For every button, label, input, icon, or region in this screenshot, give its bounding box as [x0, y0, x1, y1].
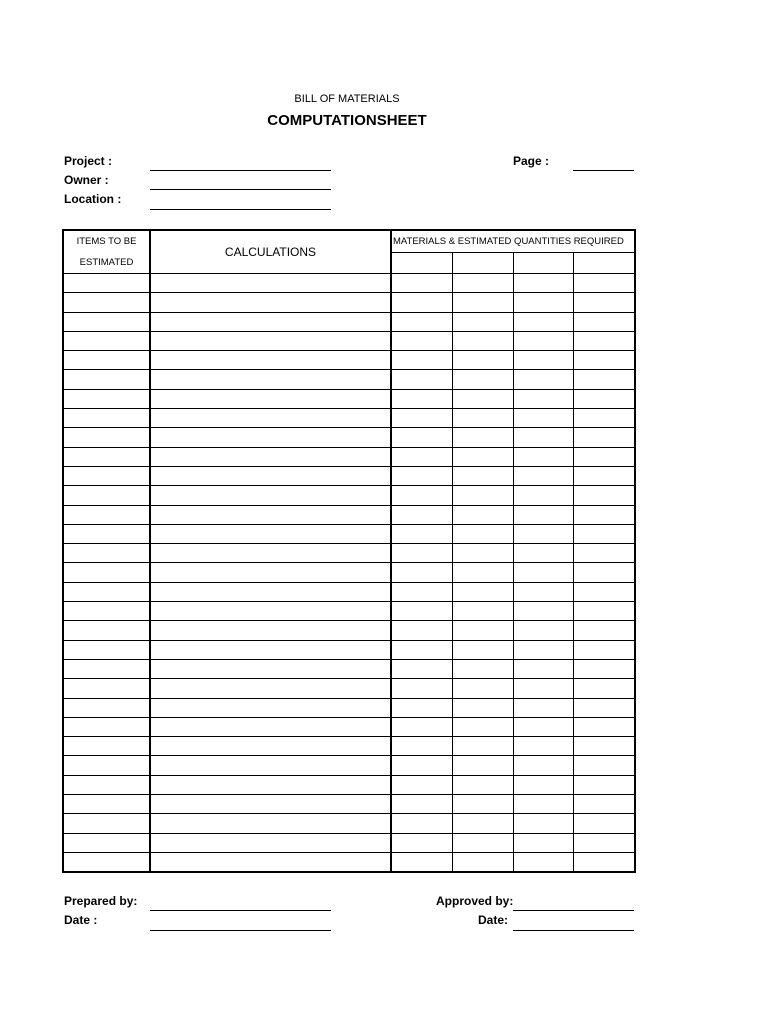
table-row	[63, 486, 635, 505]
table-cell[interactable]	[63, 679, 150, 698]
table-cell[interactable]	[391, 466, 452, 485]
table-cell[interactable]	[573, 737, 635, 756]
table-row	[63, 640, 635, 659]
table-cell[interactable]	[573, 409, 635, 428]
table-row	[63, 795, 635, 814]
table-cell[interactable]	[150, 640, 391, 659]
table-cell[interactable]	[391, 293, 452, 312]
table-cell[interactable]	[391, 621, 452, 640]
table-cell[interactable]	[513, 621, 573, 640]
table-cell[interactable]	[573, 775, 635, 794]
table-cell[interactable]	[573, 370, 635, 389]
date-right-field[interactable]	[513, 930, 634, 931]
table-cell[interactable]	[573, 293, 635, 312]
table-row	[63, 717, 635, 736]
table-cell[interactable]	[452, 621, 513, 640]
table-cell[interactable]	[63, 756, 150, 775]
table-cell[interactable]	[150, 679, 391, 698]
table-row	[63, 293, 635, 312]
table-cell[interactable]	[150, 659, 391, 678]
table-cell[interactable]	[513, 717, 573, 736]
table-cell[interactable]	[150, 852, 391, 872]
date-left-label: Date :	[64, 913, 98, 927]
table-cell[interactable]	[513, 640, 573, 659]
table-cell[interactable]	[452, 582, 513, 601]
table-cell[interactable]	[63, 737, 150, 756]
table-cell[interactable]	[573, 331, 635, 350]
table-cell[interactable]	[391, 795, 452, 814]
table-cell[interactable]	[452, 351, 513, 370]
table-cell[interactable]	[573, 833, 635, 852]
table-cell[interactable]	[513, 274, 573, 293]
table-row	[63, 679, 635, 698]
table-cell[interactable]	[150, 351, 391, 370]
table-cell[interactable]	[513, 582, 573, 601]
table-cell[interactable]	[513, 409, 573, 428]
table-cell[interactable]	[452, 833, 513, 852]
table-cell[interactable]	[150, 717, 391, 736]
table-cell[interactable]	[150, 466, 391, 485]
table-cell[interactable]	[452, 370, 513, 389]
table-cell[interactable]	[391, 409, 452, 428]
table-cell[interactable]	[513, 524, 573, 543]
table-cell[interactable]	[391, 640, 452, 659]
table-row	[63, 524, 635, 543]
table-cell[interactable]	[452, 331, 513, 350]
table-row	[63, 389, 635, 408]
table-cell[interactable]	[513, 370, 573, 389]
table-cell[interactable]	[150, 544, 391, 563]
table-cell[interactable]	[452, 274, 513, 293]
header-items-to-be-estimated	[63, 230, 150, 274]
table-cell[interactable]	[150, 428, 391, 447]
table-cell[interactable]	[573, 447, 635, 466]
table-cell[interactable]	[452, 852, 513, 872]
table-cell[interactable]	[391, 679, 452, 698]
table-cell[interactable]	[573, 486, 635, 505]
owner-label: Owner :	[64, 173, 109, 187]
table-cell[interactable]	[513, 389, 573, 408]
table-cell[interactable]	[63, 409, 150, 428]
table-cell[interactable]	[452, 640, 513, 659]
table-cell[interactable]	[150, 795, 391, 814]
table-cell[interactable]	[573, 756, 635, 775]
table-cell[interactable]	[150, 698, 391, 717]
table-cell[interactable]	[452, 737, 513, 756]
table-cell[interactable]	[452, 293, 513, 312]
table-cell[interactable]	[452, 486, 513, 505]
table-row	[63, 775, 635, 794]
table-cell[interactable]	[513, 312, 573, 331]
table-cell[interactable]	[63, 524, 150, 543]
table-cell[interactable]	[63, 428, 150, 447]
computation-table	[62, 229, 636, 873]
table-cell[interactable]	[391, 756, 452, 775]
table-cell[interactable]	[573, 852, 635, 872]
table-cell[interactable]	[391, 312, 452, 331]
table-cell[interactable]	[573, 679, 635, 698]
table-cell[interactable]	[452, 428, 513, 447]
table-cell[interactable]	[150, 409, 391, 428]
table-cell[interactable]	[150, 389, 391, 408]
table-cell[interactable]	[513, 659, 573, 678]
prepared-by-label: Prepared by:	[64, 894, 138, 908]
header-items-line1: ITEMS TO BE	[76, 236, 137, 247]
table-cell[interactable]	[573, 428, 635, 447]
table-cell[interactable]	[391, 717, 452, 736]
table-cell[interactable]	[452, 602, 513, 621]
table-row	[63, 312, 635, 331]
table-cell[interactable]	[391, 698, 452, 717]
table-row	[63, 331, 635, 350]
table-cell[interactable]	[150, 293, 391, 312]
table-row	[63, 466, 635, 485]
table-cell[interactable]	[391, 486, 452, 505]
table-cell[interactable]	[452, 679, 513, 698]
table-cell[interactable]	[573, 466, 635, 485]
material-col-3[interactable]	[513, 253, 573, 274]
table-row	[63, 659, 635, 678]
table-cell[interactable]	[150, 833, 391, 852]
table-cell[interactable]	[63, 274, 150, 293]
table-cell[interactable]	[452, 409, 513, 428]
table-row	[63, 274, 635, 293]
table-header-row	[63, 230, 635, 253]
table-cell[interactable]	[573, 659, 635, 678]
approved-by-field[interactable]	[513, 910, 634, 911]
table-cell[interactable]	[452, 389, 513, 408]
table-cell[interactable]	[513, 775, 573, 794]
table-cell[interactable]	[63, 582, 150, 601]
table-cell[interactable]	[63, 351, 150, 370]
table-cell[interactable]	[452, 698, 513, 717]
table-cell[interactable]	[452, 505, 513, 524]
table-cell[interactable]	[452, 659, 513, 678]
table-row	[63, 602, 635, 621]
table-cell[interactable]	[63, 293, 150, 312]
table-cell[interactable]	[63, 795, 150, 814]
table-cell[interactable]	[63, 659, 150, 678]
table-cell[interactable]	[513, 505, 573, 524]
table-cell[interactable]	[391, 351, 452, 370]
table-cell[interactable]	[150, 814, 391, 833]
table-cell[interactable]	[391, 563, 452, 582]
table-cell[interactable]	[391, 331, 452, 350]
table-cell[interactable]	[513, 852, 573, 872]
header-materials-label: MATERIALS & ESTIMATED QUANTITIES REQUIRED	[393, 236, 624, 247]
table-row	[63, 447, 635, 466]
table-cell[interactable]	[513, 833, 573, 852]
table-cell[interactable]	[573, 544, 635, 563]
table-cell[interactable]	[573, 351, 635, 370]
table-cell[interactable]	[391, 775, 452, 794]
table-cell[interactable]	[150, 505, 391, 524]
table-cell[interactable]	[63, 814, 150, 833]
table-cell[interactable]	[573, 274, 635, 293]
location-label: Location :	[64, 192, 122, 206]
table-cell[interactable]	[573, 602, 635, 621]
table-cell[interactable]	[452, 814, 513, 833]
table-cell[interactable]	[150, 582, 391, 601]
table-row	[63, 852, 635, 872]
table-cell[interactable]	[573, 524, 635, 543]
table-cell[interactable]	[513, 563, 573, 582]
page-label: Page :	[513, 154, 550, 168]
table-cell[interactable]	[513, 351, 573, 370]
table-cell[interactable]	[513, 737, 573, 756]
table-row	[63, 505, 635, 524]
table-cell[interactable]	[63, 698, 150, 717]
table-cell[interactable]	[513, 814, 573, 833]
table-cell[interactable]	[573, 505, 635, 524]
table-cell[interactable]	[573, 717, 635, 736]
table-cell[interactable]	[63, 370, 150, 389]
table-cell[interactable]	[391, 852, 452, 872]
table-cell[interactable]	[452, 447, 513, 466]
table-row	[63, 814, 635, 833]
table-cell[interactable]	[513, 293, 573, 312]
table-cell[interactable]	[573, 814, 635, 833]
table-row	[63, 737, 635, 756]
table-cell[interactable]	[513, 428, 573, 447]
material-col-1[interactable]	[391, 253, 452, 274]
table-cell[interactable]	[391, 524, 452, 543]
location-field[interactable]	[150, 209, 331, 210]
date-right-label: Date:	[478, 913, 509, 927]
table-cell[interactable]	[513, 447, 573, 466]
table-cell[interactable]	[573, 582, 635, 601]
table-cell[interactable]	[63, 389, 150, 408]
table-cell[interactable]	[391, 833, 452, 852]
table-row	[63, 370, 635, 389]
project-field[interactable]	[150, 170, 331, 171]
table-cell[interactable]	[513, 795, 573, 814]
table-cell[interactable]	[573, 621, 635, 640]
table-cell[interactable]	[513, 756, 573, 775]
table-cell[interactable]	[513, 466, 573, 485]
header-materials	[391, 230, 635, 253]
table-row	[63, 563, 635, 582]
table-cell[interactable]	[150, 737, 391, 756]
table-cell[interactable]	[63, 466, 150, 485]
table-cell[interactable]	[573, 640, 635, 659]
table-cell[interactable]	[150, 756, 391, 775]
table-cell[interactable]	[391, 370, 452, 389]
table-cell[interactable]	[150, 312, 391, 331]
prepared-by-field[interactable]	[150, 910, 331, 911]
table-cell[interactable]	[513, 679, 573, 698]
approved-by-label: Approved by:	[436, 894, 514, 908]
table-cell[interactable]	[150, 370, 391, 389]
table-cell[interactable]	[63, 621, 150, 640]
table-cell[interactable]	[452, 795, 513, 814]
table-cell[interactable]	[63, 505, 150, 524]
table-cell[interactable]	[573, 563, 635, 582]
material-col-2[interactable]	[452, 253, 513, 274]
table-row	[63, 351, 635, 370]
table-cell[interactable]	[391, 428, 452, 447]
table-cell[interactable]	[150, 486, 391, 505]
table-row	[63, 833, 635, 852]
page-field[interactable]	[573, 170, 634, 171]
header-items-line2: ESTIMATED	[79, 257, 134, 268]
date-left-field[interactable]	[150, 930, 331, 931]
table-cell[interactable]	[63, 544, 150, 563]
table-cell[interactable]	[150, 524, 391, 543]
table-cell[interactable]	[391, 274, 452, 293]
project-label: Project :	[64, 154, 113, 168]
table-cell[interactable]	[513, 486, 573, 505]
table-cell[interactable]	[63, 486, 150, 505]
table-cell[interactable]	[63, 331, 150, 350]
table-cell[interactable]	[452, 544, 513, 563]
table-cell[interactable]	[452, 756, 513, 775]
table-row	[63, 756, 635, 775]
table-cell[interactable]	[513, 331, 573, 350]
table-cell[interactable]	[452, 524, 513, 543]
document-title: COMPUTATIONSHEET	[267, 112, 427, 129]
table-cell[interactable]	[150, 331, 391, 350]
table-row	[63, 409, 635, 428]
table-row	[63, 698, 635, 717]
table-cell[interactable]	[513, 544, 573, 563]
table-cell[interactable]	[150, 775, 391, 794]
table-cell[interactable]	[391, 389, 452, 408]
table-cell[interactable]	[513, 602, 573, 621]
table-cell[interactable]	[452, 312, 513, 331]
table-row	[63, 621, 635, 640]
table-cell[interactable]	[63, 602, 150, 621]
table-cell[interactable]	[391, 602, 452, 621]
owner-field[interactable]	[150, 189, 331, 190]
table-cell[interactable]	[150, 602, 391, 621]
table-cell[interactable]	[150, 274, 391, 293]
table-cell[interactable]	[63, 775, 150, 794]
table-row	[63, 428, 635, 447]
table-cell[interactable]	[452, 717, 513, 736]
material-col-4[interactable]	[573, 253, 635, 274]
table-row	[63, 544, 635, 563]
table-cell[interactable]	[573, 312, 635, 331]
table-cell[interactable]	[63, 852, 150, 872]
table-cell[interactable]	[573, 698, 635, 717]
table-cell[interactable]	[452, 775, 513, 794]
table-cell[interactable]	[391, 505, 452, 524]
table-cell[interactable]	[63, 833, 150, 852]
table-cell[interactable]	[391, 659, 452, 678]
document-subtitle: BILL OF MATERIALS	[294, 93, 400, 105]
table-cell[interactable]	[63, 717, 150, 736]
table-cell[interactable]	[391, 582, 452, 601]
table-cell[interactable]	[63, 312, 150, 331]
table-cell[interactable]	[452, 563, 513, 582]
table-cell[interactable]	[63, 640, 150, 659]
table-cell[interactable]	[150, 621, 391, 640]
table-cell[interactable]	[391, 814, 452, 833]
table-cell[interactable]	[573, 389, 635, 408]
table-cell[interactable]	[63, 447, 150, 466]
table-row	[63, 582, 635, 601]
table-cell[interactable]	[150, 563, 391, 582]
table-cell[interactable]	[63, 563, 150, 582]
table-cell[interactable]	[391, 737, 452, 756]
table-cell[interactable]	[391, 447, 452, 466]
table-cell[interactable]	[513, 698, 573, 717]
table-cell[interactable]	[573, 795, 635, 814]
table-cell[interactable]	[452, 466, 513, 485]
table-cell[interactable]	[391, 544, 452, 563]
table-cell[interactable]	[150, 447, 391, 466]
header-calculations: CALCULATIONS	[150, 230, 391, 274]
